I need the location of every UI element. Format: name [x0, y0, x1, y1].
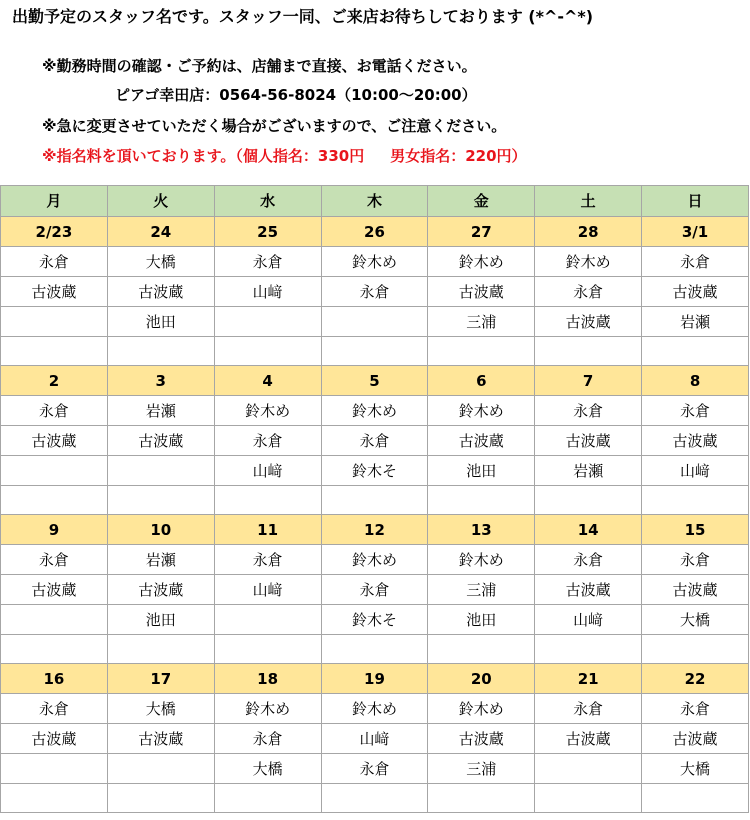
staff-name-cell: 永倉	[535, 396, 642, 426]
staff-name-cell: 永倉	[321, 426, 428, 456]
staff-name-cell: 三浦	[428, 575, 535, 605]
staff-name-cell	[1, 456, 108, 486]
reservation-note: ※勤務時間の確認・ご予約は、店舗まで直接、お電話ください。	[42, 57, 477, 75]
staff-name-cell: 鈴木め	[214, 396, 321, 426]
staff-name-cell: 鈴木め	[321, 247, 428, 277]
date-row	[1, 515, 749, 545]
date-cell: 25	[214, 217, 321, 247]
staff-name-cell: 古波蔵	[642, 724, 749, 754]
staff-name-cell: 山﨑	[321, 724, 428, 754]
date-cell: 4	[214, 366, 321, 396]
staff-name-cell: 永倉	[1, 247, 108, 277]
nomination-fee-gender: 男女指名：220円）	[390, 147, 527, 165]
empty-cell	[321, 635, 428, 664]
empty-cell	[321, 337, 428, 366]
date-cell: 27	[428, 217, 535, 247]
staff-name-cell: 池田	[428, 605, 535, 635]
staff-name-cell: 鈴木め	[428, 396, 535, 426]
date-cell: 6	[428, 366, 535, 396]
nomination-fee-notice	[42, 146, 527, 166]
staff-name-cell: 鈴木め	[535, 247, 642, 277]
staff-row	[1, 575, 749, 605]
empty-cell	[642, 486, 749, 515]
date-cell: 12	[321, 515, 428, 545]
date-cell: 15	[642, 515, 749, 545]
staff-name-cell: 永倉	[535, 545, 642, 575]
staff-row	[1, 277, 749, 307]
staff-name-cell: 古波蔵	[107, 575, 214, 605]
date-cell: 18	[214, 664, 321, 694]
staff-name-cell: 古波蔵	[107, 426, 214, 456]
staff-name-cell: 岩瀬	[642, 307, 749, 337]
staff-name-cell	[1, 307, 108, 337]
staff-row	[1, 456, 749, 486]
date-row	[1, 217, 749, 247]
staff-name-cell: 古波蔵	[428, 277, 535, 307]
page-title: 出勤予定のスタッフ名です。スタッフ一同、ご来店お待ちしております (*^-^*)	[12, 7, 594, 26]
week-spacer-row	[1, 337, 749, 366]
date-cell: 3	[107, 366, 214, 396]
staff-row	[1, 724, 749, 754]
staff-name-cell: 山﨑	[214, 575, 321, 605]
weekday-cell: 水	[214, 186, 321, 217]
staff-name-cell: 山﨑	[535, 605, 642, 635]
staff-name-cell: 永倉	[1, 694, 108, 724]
staff-name-cell: 鈴木め	[214, 694, 321, 724]
date-cell: 2	[1, 366, 108, 396]
staff-row	[1, 694, 749, 724]
date-row	[1, 366, 749, 396]
week-spacer-row	[1, 784, 749, 813]
nomination-fee-individual: ※指名料を頂いております。（個人指名：330円	[42, 147, 365, 165]
weekday-cell: 火	[107, 186, 214, 217]
staff-name-cell: 永倉	[1, 545, 108, 575]
staff-name-cell: 古波蔵	[535, 426, 642, 456]
staff-row	[1, 396, 749, 426]
date-cell: 5	[321, 366, 428, 396]
staff-name-cell: 古波蔵	[535, 307, 642, 337]
store-phone-info: ピアゴ幸田店：0564-56-8024（10:00〜20:00）	[115, 86, 477, 104]
weekday-cell: 金	[428, 186, 535, 217]
staff-name-cell: 大橋	[642, 754, 749, 784]
empty-cell	[535, 337, 642, 366]
staff-name-cell: 岩瀬	[107, 396, 214, 426]
staff-row	[1, 307, 749, 337]
empty-cell	[535, 635, 642, 664]
date-cell: 24	[107, 217, 214, 247]
staff-name-cell: 永倉	[214, 724, 321, 754]
date-cell: 16	[1, 664, 108, 694]
staff-name-cell: 池田	[107, 605, 214, 635]
empty-cell	[428, 784, 535, 813]
date-cell: 2/23	[1, 217, 108, 247]
empty-cell	[642, 337, 749, 366]
empty-cell	[214, 784, 321, 813]
staff-name-cell: 大橋	[642, 605, 749, 635]
empty-cell	[1, 337, 108, 366]
weekday-cell: 木	[321, 186, 428, 217]
weekday-cell: 土	[535, 186, 642, 217]
empty-cell	[321, 486, 428, 515]
staff-name-cell	[1, 605, 108, 635]
date-cell: 26	[321, 217, 428, 247]
staff-row	[1, 754, 749, 784]
staff-name-cell: 古波蔵	[1, 575, 108, 605]
change-notice: ※急に変更させていただく場合がございますので、ご注意ください。	[42, 117, 507, 135]
date-cell: 10	[107, 515, 214, 545]
staff-name-cell: 池田	[428, 456, 535, 486]
empty-cell	[642, 784, 749, 813]
week-spacer-row	[1, 486, 749, 515]
staff-name-cell: 古波蔵	[1, 426, 108, 456]
empty-cell	[107, 486, 214, 515]
staff-name-cell	[107, 754, 214, 784]
empty-cell	[1, 486, 108, 515]
staff-name-cell: 古波蔵	[535, 724, 642, 754]
empty-cell	[535, 784, 642, 813]
empty-cell	[642, 635, 749, 664]
staff-row	[1, 545, 749, 575]
staff-name-cell: 永倉	[1, 396, 108, 426]
empty-cell	[535, 486, 642, 515]
staff-name-cell: 永倉	[214, 426, 321, 456]
staff-name-cell: 永倉	[214, 247, 321, 277]
staff-name-cell: 古波蔵	[1, 724, 108, 754]
staff-name-cell	[214, 307, 321, 337]
empty-cell	[321, 784, 428, 813]
staff-name-cell: 大橋	[214, 754, 321, 784]
staff-name-cell: 大橋	[107, 694, 214, 724]
date-cell: 3/1	[642, 217, 749, 247]
staff-name-cell: 古波蔵	[428, 426, 535, 456]
date-cell: 21	[535, 664, 642, 694]
empty-cell	[214, 486, 321, 515]
week-spacer-row	[1, 635, 749, 664]
date-cell: 20	[428, 664, 535, 694]
staff-name-cell: 古波蔵	[642, 575, 749, 605]
staff-name-cell: 永倉	[321, 575, 428, 605]
weekday-cell: 月	[1, 186, 108, 217]
staff-name-cell: 三浦	[428, 307, 535, 337]
empty-cell	[428, 486, 535, 515]
staff-name-cell: 古波蔵	[107, 277, 214, 307]
date-cell: 17	[107, 664, 214, 694]
date-cell: 22	[642, 664, 749, 694]
staff-name-cell: 永倉	[535, 277, 642, 307]
staff-row	[1, 426, 749, 456]
staff-name-cell: 永倉	[642, 247, 749, 277]
staff-name-cell: 鈴木そ	[321, 605, 428, 635]
date-cell: 7	[535, 366, 642, 396]
date-cell: 28	[535, 217, 642, 247]
staff-name-cell: 古波蔵	[642, 277, 749, 307]
staff-name-cell	[321, 307, 428, 337]
staff-name-cell: 古波蔵	[107, 724, 214, 754]
empty-cell	[107, 337, 214, 366]
staff-name-cell: 大橋	[107, 247, 214, 277]
empty-cell	[1, 635, 108, 664]
empty-cell	[214, 635, 321, 664]
staff-name-cell: 三浦	[428, 754, 535, 784]
staff-name-cell: 岩瀬	[535, 456, 642, 486]
empty-cell	[428, 635, 535, 664]
empty-cell	[428, 337, 535, 366]
staff-name-cell: 鈴木め	[428, 247, 535, 277]
empty-cell	[107, 784, 214, 813]
date-cell: 14	[535, 515, 642, 545]
date-row	[1, 664, 749, 694]
staff-name-cell: 鈴木め	[321, 396, 428, 426]
staff-name-cell: 古波蔵	[642, 426, 749, 456]
staff-name-cell: 山﨑	[642, 456, 749, 486]
date-cell: 9	[1, 515, 108, 545]
weekday-cell: 日	[642, 186, 749, 217]
staff-name-cell: 鈴木め	[321, 545, 428, 575]
staff-name-cell: 池田	[107, 307, 214, 337]
staff-name-cell: 山﨑	[214, 456, 321, 486]
staff-name-cell: 古波蔵	[535, 575, 642, 605]
staff-name-cell: 永倉	[642, 545, 749, 575]
staff-name-cell: 永倉	[642, 396, 749, 426]
staff-name-cell: 鈴木め	[428, 545, 535, 575]
staff-name-cell: 永倉	[321, 754, 428, 784]
staff-schedule-table	[0, 185, 749, 813]
staff-name-cell: 古波蔵	[1, 277, 108, 307]
staff-name-cell: 岩瀬	[107, 545, 214, 575]
staff-name-cell: 鈴木め	[428, 694, 535, 724]
staff-name-cell: 鈴木そ	[321, 456, 428, 486]
staff-name-cell: 永倉	[321, 277, 428, 307]
weekday-header-row	[1, 186, 749, 217]
staff-name-cell	[214, 605, 321, 635]
empty-cell	[107, 635, 214, 664]
date-cell: 11	[214, 515, 321, 545]
date-cell: 13	[428, 515, 535, 545]
staff-row	[1, 247, 749, 277]
staff-name-cell: 永倉	[535, 694, 642, 724]
date-cell: 8	[642, 366, 749, 396]
staff-name-cell	[1, 754, 108, 784]
staff-name-cell: 山﨑	[214, 277, 321, 307]
staff-row	[1, 605, 749, 635]
staff-name-cell: 永倉	[214, 545, 321, 575]
staff-name-cell: 鈴木め	[321, 694, 428, 724]
staff-name-cell: 永倉	[642, 694, 749, 724]
staff-name-cell: 古波蔵	[428, 724, 535, 754]
empty-cell	[1, 784, 108, 813]
date-cell: 19	[321, 664, 428, 694]
empty-cell	[214, 337, 321, 366]
staff-name-cell	[535, 754, 642, 784]
staff-name-cell	[107, 456, 214, 486]
